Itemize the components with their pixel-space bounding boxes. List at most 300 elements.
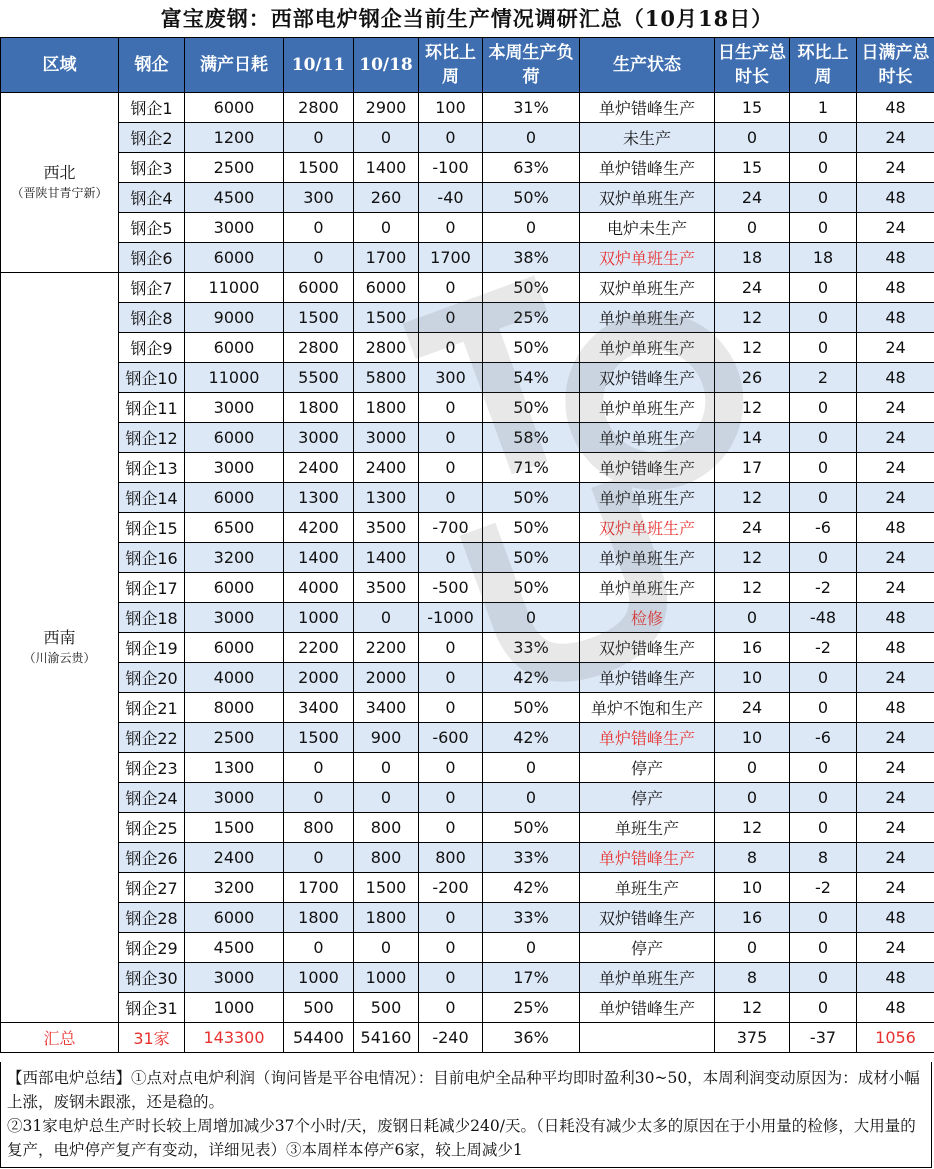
column-header: 环比上周 bbox=[790, 38, 857, 93]
cell-full: 3000 bbox=[185, 393, 284, 423]
cell-diff: 0 bbox=[419, 273, 483, 303]
cell-hours: 12 bbox=[715, 543, 790, 573]
cell-fullhours: 48 bbox=[857, 303, 934, 333]
cell-full: 6000 bbox=[185, 333, 284, 363]
cell-hdiff: -6 bbox=[790, 513, 857, 543]
cell-w1: 1400 bbox=[284, 543, 354, 573]
cell-full: 3200 bbox=[185, 873, 284, 903]
cell-diff: 0 bbox=[419, 303, 483, 333]
cell-fullhours: 24 bbox=[857, 753, 934, 783]
cell-diff: 0 bbox=[419, 693, 483, 723]
table-row bbox=[1, 963, 934, 993]
cell-status: 停产 bbox=[580, 783, 715, 813]
cell-company: 钢企11 bbox=[119, 393, 185, 423]
cell-diff: 0 bbox=[419, 393, 483, 423]
cell-hours: 16 bbox=[715, 633, 790, 663]
cell-load: 33% bbox=[483, 903, 580, 933]
cell-status: 单炉单班生产 bbox=[580, 543, 715, 573]
cell-w1: 6000 bbox=[284, 273, 354, 303]
cell-w2: 3500 bbox=[354, 573, 419, 603]
note-line-2: ②31家电炉总生产时长较上周增加减少37个小时/天，废钢日耗减少240/天。（日耗没有减少太多的原因在于小用量的检修，大用量的复产，电炉停产复产有变动，详细见表）③本周样本停产6家，较上周减少1 bbox=[7, 1117, 916, 1159]
cell-diff: 0 bbox=[419, 213, 483, 243]
cell-w2: 1400 bbox=[354, 153, 419, 183]
cell-full: 4000 bbox=[185, 663, 284, 693]
cell-w2: 2400 bbox=[354, 453, 419, 483]
cell-w1: 2000 bbox=[284, 663, 354, 693]
cell-status: 电炉未生产 bbox=[580, 213, 715, 243]
cell-fullhours: 24 bbox=[857, 573, 934, 603]
cell-hdiff: 0 bbox=[790, 273, 857, 303]
cell-hours: 12 bbox=[715, 393, 790, 423]
cell-diff: 0 bbox=[419, 633, 483, 663]
cell-full: 2500 bbox=[185, 153, 284, 183]
cell-status: 未生产 bbox=[580, 123, 715, 153]
cell-w2: 260 bbox=[354, 183, 419, 213]
table-row bbox=[1, 873, 934, 903]
cell-w2: 6000 bbox=[354, 273, 419, 303]
cell-hdiff: 0 bbox=[790, 963, 857, 993]
cell-diff: 0 bbox=[419, 933, 483, 963]
cell-hours: 12 bbox=[715, 993, 790, 1023]
cell-fullhours: 48 bbox=[857, 513, 934, 543]
cell-w1: 500 bbox=[284, 993, 354, 1023]
cell-full: 6500 bbox=[185, 513, 284, 543]
cell-load: 33% bbox=[483, 633, 580, 663]
cell-hdiff: 0 bbox=[790, 663, 857, 693]
cell-w2: 1500 bbox=[354, 873, 419, 903]
cell-w2: 0 bbox=[354, 783, 419, 813]
cell-w1: 3000 bbox=[284, 423, 354, 453]
cell-w2: 2200 bbox=[354, 633, 419, 663]
cell-load: 42% bbox=[483, 873, 580, 903]
cell-w2: 1700 bbox=[354, 243, 419, 273]
cell-fullhours: 24 bbox=[857, 933, 934, 963]
table-row bbox=[1, 303, 934, 333]
cell-diff: -40 bbox=[419, 183, 483, 213]
cell-hdiff: 0 bbox=[790, 543, 857, 573]
table-row bbox=[1, 993, 934, 1023]
cell-status: 单炉单班生产 bbox=[580, 573, 715, 603]
cell-hdiff: -2 bbox=[790, 873, 857, 903]
cell-company: 钢企22 bbox=[119, 723, 185, 753]
cell-company: 钢企25 bbox=[119, 813, 185, 843]
cell-fullhours: 48 bbox=[857, 603, 934, 633]
region-cell bbox=[1, 273, 119, 1023]
cell-status: 单班生产 bbox=[580, 873, 715, 903]
cell-fullhours: 24 bbox=[857, 393, 934, 423]
cell-diff: -200 bbox=[419, 873, 483, 903]
cell-status: 单炉错峰生产 bbox=[580, 723, 715, 753]
cell-fullhours: 24 bbox=[857, 423, 934, 453]
cell-hours: 0 bbox=[715, 753, 790, 783]
cell-full: 3000 bbox=[185, 213, 284, 243]
table-row bbox=[1, 183, 934, 213]
cell-load: 42% bbox=[483, 663, 580, 693]
total-label: 汇总 bbox=[1, 1023, 119, 1053]
table-row bbox=[1, 93, 934, 123]
cell-hours: 10 bbox=[715, 723, 790, 753]
cell-w2: 1400 bbox=[354, 543, 419, 573]
total-w1: 54400 bbox=[284, 1023, 354, 1053]
cell-diff: 800 bbox=[419, 843, 483, 873]
cell-w2: 800 bbox=[354, 843, 419, 873]
cell-load: 50% bbox=[483, 483, 580, 513]
cell-diff: 0 bbox=[419, 483, 483, 513]
cell-full: 2400 bbox=[185, 843, 284, 873]
table-row bbox=[1, 543, 934, 573]
table-row bbox=[1, 453, 934, 483]
cell-load: 38% bbox=[483, 243, 580, 273]
cell-w1: 1300 bbox=[284, 483, 354, 513]
cell-status: 停产 bbox=[580, 753, 715, 783]
column-header: 日生产总时长 bbox=[715, 38, 790, 93]
cell-hdiff: 0 bbox=[790, 303, 857, 333]
cell-company: 钢企18 bbox=[119, 603, 185, 633]
cell-fullhours: 24 bbox=[857, 213, 934, 243]
table-row bbox=[1, 903, 934, 933]
cell-hdiff: 0 bbox=[790, 393, 857, 423]
cell-hdiff: 0 bbox=[790, 183, 857, 213]
cell-company: 钢企9 bbox=[119, 333, 185, 363]
cell-diff: 0 bbox=[419, 423, 483, 453]
region-name: 西北 bbox=[43, 162, 76, 182]
table-row bbox=[1, 123, 934, 153]
cell-diff: -100 bbox=[419, 153, 483, 183]
cell-w1: 1700 bbox=[284, 873, 354, 903]
cell-full: 2500 bbox=[185, 723, 284, 753]
table-row bbox=[1, 573, 934, 603]
cell-w1: 0 bbox=[284, 843, 354, 873]
cell-w1: 1000 bbox=[284, 963, 354, 993]
cell-status: 单炉单班生产 bbox=[580, 393, 715, 423]
cell-full: 3000 bbox=[185, 963, 284, 993]
cell-hdiff: 0 bbox=[790, 933, 857, 963]
cell-hours: 17 bbox=[715, 453, 790, 483]
cell-hdiff: -6 bbox=[790, 723, 857, 753]
cell-diff: 0 bbox=[419, 753, 483, 783]
cell-full: 6000 bbox=[185, 243, 284, 273]
table-row bbox=[1, 363, 934, 393]
cell-full: 3200 bbox=[185, 543, 284, 573]
cell-w1: 0 bbox=[284, 933, 354, 963]
column-header: 区域 bbox=[1, 38, 119, 93]
table-row bbox=[1, 723, 934, 753]
cell-diff: 0 bbox=[419, 663, 483, 693]
summary-notes bbox=[0, 1062, 932, 1168]
cell-fullhours: 48 bbox=[857, 93, 934, 123]
cell-fullhours: 24 bbox=[857, 783, 934, 813]
cell-hdiff: 0 bbox=[790, 903, 857, 933]
total-hours: 375 bbox=[715, 1023, 790, 1053]
table-row bbox=[1, 603, 934, 633]
column-header: 10/18 bbox=[354, 38, 419, 93]
total-w2: 54160 bbox=[354, 1023, 419, 1053]
table-row bbox=[1, 513, 934, 543]
total-status bbox=[580, 1023, 715, 1053]
cell-status: 单炉不饱和生产 bbox=[580, 693, 715, 723]
cell-company: 钢企24 bbox=[119, 783, 185, 813]
cell-hours: 26 bbox=[715, 363, 790, 393]
cell-fullhours: 48 bbox=[857, 693, 934, 723]
cell-w1: 1800 bbox=[284, 903, 354, 933]
cell-diff: 100 bbox=[419, 93, 483, 123]
cell-w1: 1000 bbox=[284, 603, 354, 633]
cell-fullhours: 24 bbox=[857, 453, 934, 483]
cell-diff: 0 bbox=[419, 903, 483, 933]
region-cell bbox=[1, 93, 119, 273]
cell-diff: -1000 bbox=[419, 603, 483, 633]
cell-load: 58% bbox=[483, 423, 580, 453]
production-table bbox=[0, 37, 934, 1053]
cell-fullhours: 48 bbox=[857, 183, 934, 213]
cell-diff: 0 bbox=[419, 123, 483, 153]
cell-diff: 0 bbox=[419, 783, 483, 813]
cell-hours: 24 bbox=[715, 513, 790, 543]
cell-full: 4500 bbox=[185, 933, 284, 963]
cell-hours: 15 bbox=[715, 93, 790, 123]
cell-hdiff: 0 bbox=[790, 123, 857, 153]
cell-hdiff: -2 bbox=[790, 573, 857, 603]
cell-hdiff: -2 bbox=[790, 633, 857, 663]
cell-load: 50% bbox=[483, 543, 580, 573]
cell-w2: 1000 bbox=[354, 963, 419, 993]
cell-w1: 4200 bbox=[284, 513, 354, 543]
cell-load: 63% bbox=[483, 153, 580, 183]
region-subtitle: （川渝云贵） bbox=[23, 650, 96, 665]
cell-company: 钢企4 bbox=[119, 183, 185, 213]
table-row bbox=[1, 273, 934, 303]
cell-load: 71% bbox=[483, 453, 580, 483]
cell-fullhours: 48 bbox=[857, 633, 934, 663]
table-header-row bbox=[1, 38, 934, 93]
cell-hours: 0 bbox=[715, 603, 790, 633]
cell-hours: 0 bbox=[715, 933, 790, 963]
cell-hdiff: 1 bbox=[790, 93, 857, 123]
total-full: 143300 bbox=[185, 1023, 284, 1053]
cell-w1: 4000 bbox=[284, 573, 354, 603]
cell-hours: 8 bbox=[715, 843, 790, 873]
cell-hdiff: 0 bbox=[790, 333, 857, 363]
cell-full: 6000 bbox=[185, 573, 284, 603]
cell-hdiff: 0 bbox=[790, 813, 857, 843]
cell-w1: 300 bbox=[284, 183, 354, 213]
cell-fullhours: 48 bbox=[857, 243, 934, 273]
cell-full: 4500 bbox=[185, 183, 284, 213]
column-header: 10/11 bbox=[284, 38, 354, 93]
total-load: 36% bbox=[483, 1023, 580, 1053]
cell-company: 钢企8 bbox=[119, 303, 185, 333]
cell-hours: 14 bbox=[715, 423, 790, 453]
cell-status: 单班生产 bbox=[580, 813, 715, 843]
cell-hdiff: 0 bbox=[790, 453, 857, 483]
cell-w2: 2800 bbox=[354, 333, 419, 363]
cell-full: 11000 bbox=[185, 273, 284, 303]
cell-w2: 1800 bbox=[354, 903, 419, 933]
table-row bbox=[1, 483, 934, 513]
cell-diff: 0 bbox=[419, 963, 483, 993]
cell-status: 双炉单班生产 bbox=[580, 243, 715, 273]
cell-hdiff: 18 bbox=[790, 243, 857, 273]
cell-load: 50% bbox=[483, 273, 580, 303]
cell-diff: -600 bbox=[419, 723, 483, 753]
cell-diff: -500 bbox=[419, 573, 483, 603]
cell-full: 3000 bbox=[185, 603, 284, 633]
cell-status: 单炉错峰生产 bbox=[580, 153, 715, 183]
cell-full: 8000 bbox=[185, 693, 284, 723]
cell-status: 单炉错峰生产 bbox=[580, 453, 715, 483]
cell-w2: 1300 bbox=[354, 483, 419, 513]
cell-fullhours: 24 bbox=[857, 843, 934, 873]
cell-hdiff: 0 bbox=[790, 483, 857, 513]
cell-w2: 900 bbox=[354, 723, 419, 753]
cell-hdiff: 2 bbox=[790, 363, 857, 393]
table-row bbox=[1, 783, 934, 813]
cell-w2: 2900 bbox=[354, 93, 419, 123]
cell-full: 6000 bbox=[185, 903, 284, 933]
table-row bbox=[1, 213, 934, 243]
cell-load: 50% bbox=[483, 813, 580, 843]
cell-hdiff: 0 bbox=[790, 783, 857, 813]
cell-load: 0 bbox=[483, 753, 580, 783]
cell-fullhours: 24 bbox=[857, 663, 934, 693]
cell-fullhours: 48 bbox=[857, 273, 934, 303]
cell-load: 50% bbox=[483, 573, 580, 603]
cell-company: 钢企15 bbox=[119, 513, 185, 543]
cell-company: 钢企28 bbox=[119, 903, 185, 933]
cell-full: 6000 bbox=[185, 483, 284, 513]
cell-hours: 24 bbox=[715, 183, 790, 213]
cell-load: 33% bbox=[483, 843, 580, 873]
cell-fullhours: 48 bbox=[857, 363, 934, 393]
cell-load: 0 bbox=[483, 213, 580, 243]
cell-w2: 3000 bbox=[354, 423, 419, 453]
cell-fullhours: 24 bbox=[857, 873, 934, 903]
cell-company: 钢企31 bbox=[119, 993, 185, 1023]
cell-hours: 12 bbox=[715, 303, 790, 333]
cell-hdiff: 8 bbox=[790, 843, 857, 873]
cell-status: 双炉单班生产 bbox=[580, 513, 715, 543]
cell-diff: 0 bbox=[419, 333, 483, 363]
note-line-1: 【西部电炉总结】①点对点电炉利润（询问皆是平谷电情况）：目前电炉全品种平均即时盈利30~50，本周利润变动原因为：成材小幅上涨，废钢未跟涨，还是稳的。 bbox=[7, 1069, 920, 1111]
cell-full: 6000 bbox=[185, 423, 284, 453]
cell-hours: 10 bbox=[715, 873, 790, 903]
cell-fullhours: 24 bbox=[857, 813, 934, 843]
cell-company: 钢企21 bbox=[119, 693, 185, 723]
cell-w2: 2000 bbox=[354, 663, 419, 693]
cell-load: 42% bbox=[483, 723, 580, 753]
cell-hours: 24 bbox=[715, 693, 790, 723]
cell-hours: 0 bbox=[715, 213, 790, 243]
cell-full: 3000 bbox=[185, 783, 284, 813]
cell-fullhours: 48 bbox=[857, 903, 934, 933]
cell-full: 6000 bbox=[185, 93, 284, 123]
cell-w1: 2800 bbox=[284, 333, 354, 363]
table-row bbox=[1, 933, 934, 963]
cell-diff: -700 bbox=[419, 513, 483, 543]
cell-status: 双炉单班生产 bbox=[580, 183, 715, 213]
cell-company: 钢企7 bbox=[119, 273, 185, 303]
cell-company: 钢企26 bbox=[119, 843, 185, 873]
cell-company: 钢企27 bbox=[119, 873, 185, 903]
cell-w1: 0 bbox=[284, 753, 354, 783]
cell-hours: 8 bbox=[715, 963, 790, 993]
cell-w1: 1800 bbox=[284, 393, 354, 423]
total-company: 31家 bbox=[119, 1023, 185, 1053]
cell-w2: 800 bbox=[354, 813, 419, 843]
cell-fullhours: 48 bbox=[857, 993, 934, 1023]
cell-hdiff: 0 bbox=[790, 993, 857, 1023]
cell-hours: 0 bbox=[715, 123, 790, 153]
cell-status: 单炉单班生产 bbox=[580, 483, 715, 513]
column-header: 日满产总时长 bbox=[857, 38, 934, 93]
cell-w2: 0 bbox=[354, 603, 419, 633]
cell-w1: 3400 bbox=[284, 693, 354, 723]
cell-full: 1300 bbox=[185, 753, 284, 783]
cell-w1: 1500 bbox=[284, 723, 354, 753]
table-row bbox=[1, 153, 934, 183]
cell-hdiff: 0 bbox=[790, 423, 857, 453]
column-header: 钢企 bbox=[119, 38, 185, 93]
total-diff: -240 bbox=[419, 1023, 483, 1053]
cell-hours: 0 bbox=[715, 783, 790, 813]
cell-status: 单炉单班生产 bbox=[580, 333, 715, 363]
cell-w2: 3500 bbox=[354, 513, 419, 543]
cell-status: 双炉错峰生产 bbox=[580, 633, 715, 663]
cell-w1: 0 bbox=[284, 783, 354, 813]
cell-diff: 0 bbox=[419, 993, 483, 1023]
cell-load: 25% bbox=[483, 993, 580, 1023]
cell-company: 钢企1 bbox=[119, 93, 185, 123]
cell-diff: 0 bbox=[419, 453, 483, 483]
table-row bbox=[1, 753, 934, 783]
cell-w1: 0 bbox=[284, 213, 354, 243]
table-row bbox=[1, 423, 934, 453]
cell-fullhours: 24 bbox=[857, 123, 934, 153]
cell-status: 双炉错峰生产 bbox=[580, 903, 715, 933]
cell-w1: 1500 bbox=[284, 303, 354, 333]
cell-w1: 0 bbox=[284, 123, 354, 153]
cell-status: 单炉错峰生产 bbox=[580, 843, 715, 873]
cell-load: 50% bbox=[483, 693, 580, 723]
table-row bbox=[1, 843, 934, 873]
cell-w1: 2800 bbox=[284, 93, 354, 123]
cell-fullhours: 24 bbox=[857, 483, 934, 513]
cell-w2: 1500 bbox=[354, 303, 419, 333]
cell-hours: 10 bbox=[715, 663, 790, 693]
cell-status: 停产 bbox=[580, 933, 715, 963]
cell-company: 钢企3 bbox=[119, 153, 185, 183]
cell-company: 钢企13 bbox=[119, 453, 185, 483]
cell-w2: 500 bbox=[354, 993, 419, 1023]
cell-full: 9000 bbox=[185, 303, 284, 333]
cell-hours: 12 bbox=[715, 573, 790, 603]
cell-hdiff: 0 bbox=[790, 693, 857, 723]
total-row bbox=[1, 1023, 934, 1053]
cell-status: 双炉错峰生产 bbox=[580, 363, 715, 393]
cell-company: 钢企6 bbox=[119, 243, 185, 273]
cell-company: 钢企17 bbox=[119, 573, 185, 603]
cell-w1: 1500 bbox=[284, 153, 354, 183]
cell-status: 检修 bbox=[580, 603, 715, 633]
cell-fullhours: 24 bbox=[857, 153, 934, 183]
cell-hours: 24 bbox=[715, 273, 790, 303]
cell-company: 钢企23 bbox=[119, 753, 185, 783]
cell-w2: 3400 bbox=[354, 693, 419, 723]
cell-load: 50% bbox=[483, 183, 580, 213]
cell-hours: 12 bbox=[715, 333, 790, 363]
cell-diff: 300 bbox=[419, 363, 483, 393]
cell-company: 钢企29 bbox=[119, 933, 185, 963]
